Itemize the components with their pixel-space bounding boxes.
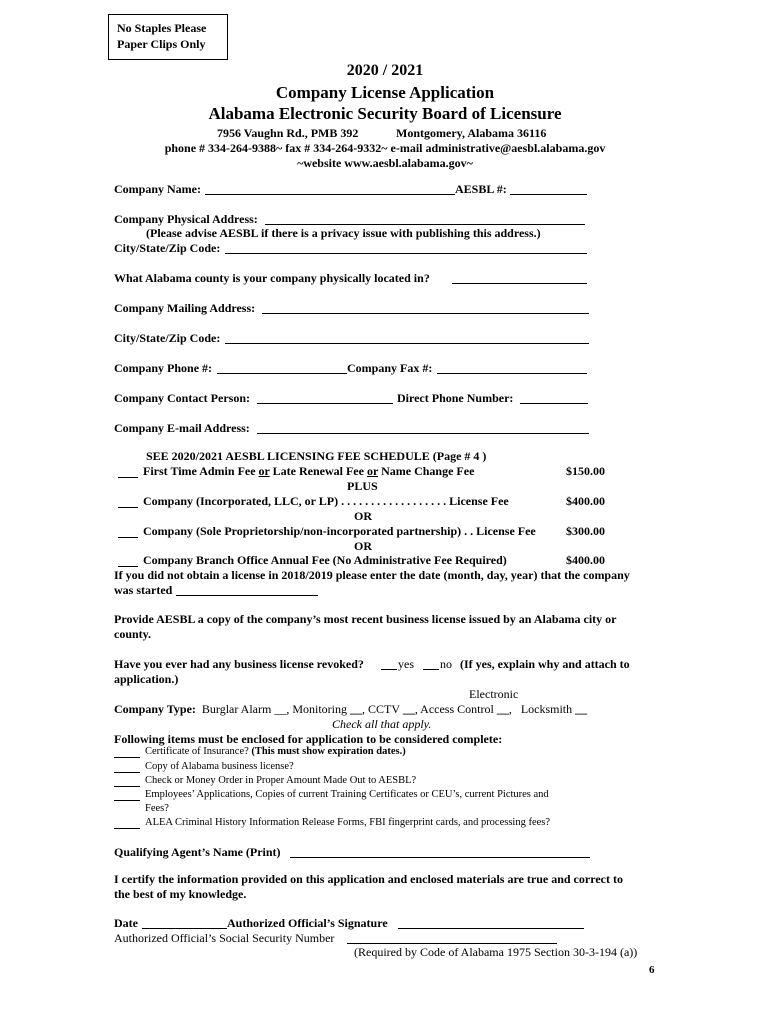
certify-line1: I certify the information provided on this application and enclosed materials are true and correct to [114, 872, 623, 886]
direct-phone-field[interactable] [520, 403, 588, 404]
revoked-note: (If yes, explain why and attach to [460, 657, 630, 671]
checklist-item4-cont: Fees? [145, 803, 169, 814]
ssn-field[interactable] [347, 943, 557, 944]
company-name-label: Company Name: [114, 182, 201, 196]
checklist-item2-blank[interactable] [114, 772, 140, 773]
staple-notice-line1: No Staples Please [117, 21, 207, 35]
revoked-no-blank[interactable] [423, 669, 439, 670]
header-address-city: Montgomery, Alabama 36116 [396, 126, 547, 140]
date-field[interactable] [142, 928, 227, 929]
header-board: Alabama Electronic Security Board of Licensure [208, 104, 562, 123]
county-question: What Alabama county is your company physically located in? [114, 271, 430, 285]
company-type-row: Company Type: Burglar Alarm __, Monitoring __, CCTV __, Access Control __, Locksmith __ [114, 702, 588, 716]
fee-row4-checkbox[interactable] [118, 566, 138, 567]
fee-or-2: OR [354, 539, 372, 553]
revoked-no: no [440, 657, 452, 671]
checklist-item3-blank[interactable] [114, 786, 140, 787]
page-number: 6 [649, 964, 655, 976]
checklist-item2: Copy of Alabama business license? [145, 761, 294, 772]
header-title: Company License Application [275, 83, 495, 102]
start-date-line1: If you did not obtain a license in 2018/2019 please enter the date (month, day, year) that the company [114, 568, 630, 582]
fee-row4-amount: $400.00 [566, 553, 605, 567]
header-year: 2020 / 2021 [346, 62, 424, 79]
privacy-note: (Please advise AESBL if there is a privacy issue with publishing this address.) [146, 226, 541, 240]
county-field[interactable] [452, 283, 587, 284]
physical-address-label: Company Physical Address: [114, 212, 258, 226]
staple-notice-line2: Paper Clips Only [117, 37, 206, 51]
checklist-item3: Check or Money Order in Proper Amount Made Out to AESBL? [145, 775, 417, 786]
checklist-item5-blank[interactable] [114, 828, 140, 829]
mailing-address-label: Company Mailing Address: [114, 301, 256, 315]
physical-address-field[interactable] [265, 224, 585, 225]
fee-row2-label: Company (Incorporated, LLC, or LP) . . . . . . . . . . . . . . . . . . License Fee [143, 494, 509, 508]
checklist-item1-blank[interactable] [114, 757, 140, 758]
aesbl-number-field[interactable] [510, 194, 587, 195]
official-signature-field[interactable] [398, 928, 584, 929]
checklist-item1: Certificate of Insurance? (This must show expiration dates.) [145, 746, 406, 757]
fee-row1-checkbox[interactable] [118, 477, 138, 478]
email-field[interactable] [257, 433, 589, 434]
city-state-zip-label-2: City/State/Zip Code: [114, 331, 221, 345]
phone-field[interactable] [217, 373, 347, 374]
start-date-line2: was started [114, 583, 173, 597]
fee-row3-label: Company (Sole Proprietorship/non-incorporated partnership) . . License Fee [143, 524, 536, 538]
city-state-zip-field-1[interactable] [225, 253, 587, 254]
city-state-zip-field-2[interactable] [225, 343, 589, 344]
header-contact: phone # 334-264-9388~ fax # 334-264-9332~ e-mail administrative@aesbl.alabama.gov [164, 141, 606, 155]
ssn-required-note: (Required by Code of Alabama 1975 Section 30-3-194 (a)) [354, 945, 638, 959]
fee-row1-label: First Time Admin Fee or Late Renewal Fee or Name Change Fee [143, 464, 475, 478]
company-name-field[interactable] [205, 194, 455, 195]
fee-row1-amount: $150.00 [566, 464, 605, 478]
checklist-heading: Following items must be enclosed for application to be considered complete: [114, 732, 503, 746]
direct-phone-label: Direct Phone Number: [397, 391, 514, 405]
phone-label: Company Phone #: [114, 361, 213, 375]
certify-line2: the best of my knowledge. [114, 887, 247, 901]
header-address-street: 7956 Vaughn Rd., PMB 392 [217, 126, 359, 140]
checklist-item5: ALEA Criminal History Information Release Forms, FBI fingerprint cards, and processing fees? [145, 817, 551, 828]
ssn-label: Authorized Official’s Social Security Number [114, 931, 335, 945]
staple-notice-box [108, 14, 228, 60]
aesbl-number-label: AESBL #: [455, 182, 507, 196]
revoked-yes-blank[interactable] [381, 669, 397, 670]
email-label: Company E-mail Address: [114, 421, 250, 435]
contact-person-field[interactable] [257, 403, 393, 404]
fax-label: Company Fax #: [347, 361, 433, 375]
company-type-check-note: Check all that apply. [332, 717, 432, 731]
official-signature-label: Authorized Official’s Signature [227, 916, 388, 930]
company-type-electronic: Electronic [469, 687, 519, 701]
revoked-yes: yes [398, 657, 414, 671]
fee-row2-amount: $400.00 [566, 494, 605, 508]
date-label: Date [114, 916, 138, 930]
checklist-item4-blank[interactable] [114, 800, 140, 801]
fee-row4-label: Company Branch Office Annual Fee (No Administrative Fee Required) [143, 553, 507, 567]
business-license-line2: county. [114, 627, 152, 641]
checklist-item4: Employees’ Applications, Copies of current Training Certificates or CEU’s, current Pictures and [145, 789, 549, 800]
fee-row3-checkbox[interactable] [118, 537, 138, 538]
fee-or-1: OR [354, 509, 372, 523]
header-website: ~website www.aesbl.alabama.gov~ [297, 156, 473, 170]
city-state-zip-label-1: City/State/Zip Code: [114, 241, 221, 255]
fee-schedule-heading: SEE 2020/2021 AESBL LICENSING FEE SCHEDULE (Page # 4 ) [146, 449, 487, 463]
fee-plus: PLUS [347, 479, 378, 493]
revoked-question: Have you ever had any business license revoked? [114, 657, 364, 671]
fee-row2-checkbox[interactable] [118, 507, 138, 508]
revoked-line2: application.) [114, 672, 179, 686]
contact-person-label: Company Contact Person: [114, 391, 250, 405]
agent-field[interactable] [290, 857, 590, 858]
agent-label: Qualifying Agent’s Name (Print) [114, 845, 281, 859]
fax-field[interactable] [437, 373, 587, 374]
fee-row3-amount: $300.00 [566, 524, 605, 538]
business-license-line1: Provide AESBL a copy of the company’s most recent business license issued by an Alabama city or [114, 612, 617, 626]
mailing-address-field[interactable] [262, 313, 589, 314]
start-date-field[interactable] [176, 595, 318, 596]
